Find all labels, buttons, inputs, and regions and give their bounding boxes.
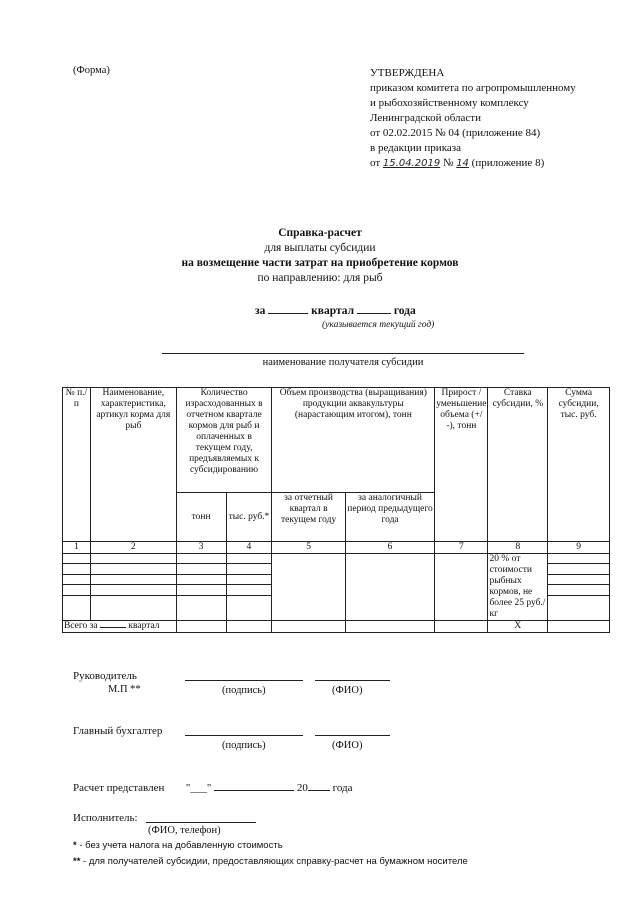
header-quantity: Количество израсходованных в отчетном квартале кормов для рыб и оплаченных в текущем году, предъявляемых к субсидированию — [176, 388, 272, 493]
approval-line: Ленинградской области — [370, 112, 481, 124]
fio-line — [315, 680, 390, 681]
executor-line — [146, 822, 256, 823]
signature-line — [185, 680, 303, 681]
form-label: (Форма) — [73, 65, 110, 76]
approval-block — [370, 66, 620, 171]
footnote-1: * - без учета налога на добавленную стоимость — [73, 840, 283, 851]
total-kvartal: квартал — [128, 621, 160, 631]
header-sum: Сумма субсидии, тыс. руб. — [548, 388, 610, 542]
handwritten-date: 15.04.2019 — [382, 158, 441, 169]
header-num: № п./п — [63, 388, 91, 542]
period-note: (указывается текущий год) — [322, 320, 435, 330]
handwritten-number: 14 — [456, 158, 469, 169]
recipient-caption: наименование получателя субсидии — [262, 357, 424, 368]
approval-line: в редакции приказа — [370, 142, 461, 154]
header-volume-previous: за аналогичный период предыдущего года — [345, 493, 434, 542]
chief-accountant-label: Главный бухгалтер — [73, 725, 163, 737]
total-label: Всего за — [64, 621, 98, 631]
fio-caption: (ФИО) — [332, 685, 363, 696]
fio-line — [315, 735, 390, 736]
approval-line: от 02.02.2015 № 04 (приложение 84) — [370, 127, 541, 139]
header-volume: Объем производства (выращивания) продукции аквакультуры (нарастающим итогом), тонн — [272, 388, 435, 493]
period-line: за квартал года — [255, 305, 416, 317]
presented-line: Расчет представлен "___" 20 года — [73, 782, 353, 794]
executor-label: Исполнитель: — [73, 812, 138, 824]
header-name: Наименование, характеристика, артикул корма для рыб — [90, 388, 176, 542]
recipient-line — [162, 353, 524, 354]
subsidy-table — [62, 387, 610, 633]
signature-line — [185, 735, 303, 736]
header-qty-tons: тонн — [176, 493, 226, 542]
rate-value: 20 % от стоимости рыбных кормов, не более 25 руб./кг — [488, 554, 548, 621]
total-row — [63, 621, 610, 633]
document-title: Справка-расчет — [278, 227, 362, 239]
document-heading: Справка-расчет для выплаты субсидии на возмещение части затрат на приобретение кормов по направлению: для рыб — [150, 226, 490, 286]
stamp-label: М.П ** — [108, 684, 141, 695]
header-rate: Ставка субсидии, % — [488, 388, 548, 542]
approval-order-line: от 15.04.2019 № 14 (приложение 8) — [370, 157, 545, 169]
approval-title: УТВЕРЖДЕНА — [370, 67, 445, 79]
approval-line: и рыбохозяйственному комплексу — [370, 97, 529, 109]
fio-phone-caption: (ФИО, телефон) — [148, 825, 221, 836]
header-volume-current: за отчетный квартал в текущем году — [272, 493, 345, 542]
podpis-caption: (подпись) — [222, 685, 266, 696]
approval-line: приказом комитета по агропромышленному — [370, 82, 576, 94]
total-rate: X — [488, 621, 548, 633]
head-label: Руководитель — [73, 670, 137, 682]
podpis-caption: (подпись) — [222, 740, 266, 751]
header-qty-rub: тыс. руб.* — [226, 493, 272, 542]
fio-caption: (ФИО) — [332, 740, 363, 751]
table-row — [63, 554, 610, 564]
footnote-2: ** - для получателей субсидии, предоставляющих справку-расчет на бумажном носителе — [73, 856, 468, 867]
header-growth: Прирост /уменьшение объема (+/ -), тонн — [435, 388, 488, 542]
column-numbers-row: 1 2 3 4 5 6 7 8 9 — [63, 542, 610, 554]
